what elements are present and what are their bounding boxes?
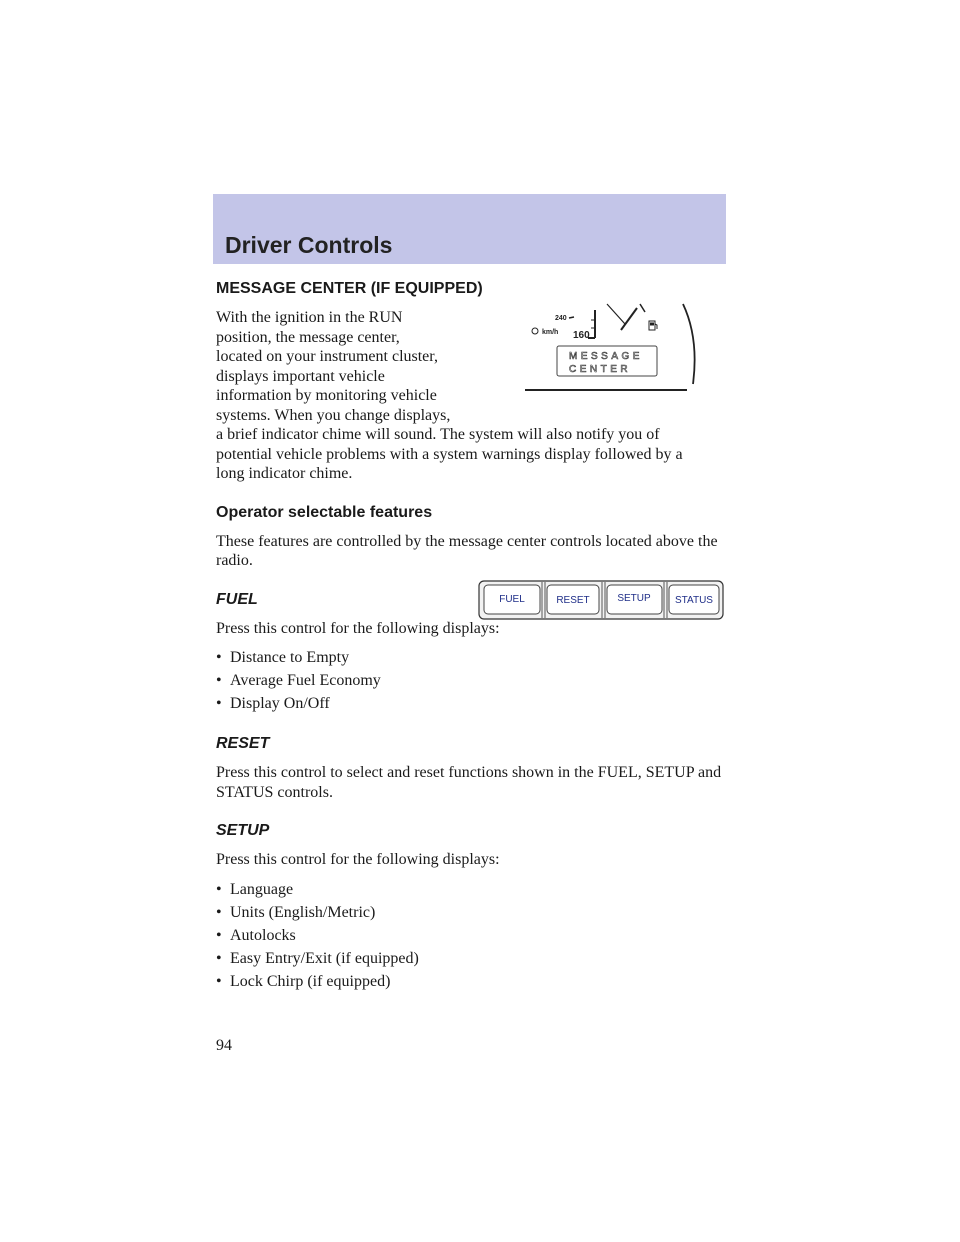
fuel-body: Press this control for the following displays: [216, 619, 500, 637]
section-title: MESSAGE CENTER (IF EQUIPPED) [216, 280, 483, 297]
list-item: • Language [216, 880, 294, 898]
instrument-cluster-illustration [521, 298, 707, 396]
intro-line: a brief indicator chime will sound. The system will also notify you of [216, 426, 660, 443]
page-number: 94 [216, 1037, 232, 1054]
operator-features-heading: Operator selectable features [216, 503, 433, 521]
svg-text:RESET: RESET [556, 595, 590, 606]
reset-body: Press this control to select and reset functions shown in the FUEL, SETUP and STATUS controls. [216, 764, 722, 801]
intro-line: systems. When you change displays, [216, 406, 451, 424]
list-item: • Autolocks [216, 926, 296, 944]
status-control-button [669, 585, 719, 614]
list-item: • Easy Entry/Exit (if equipped) [216, 949, 419, 967]
setup-display-list [216, 878, 726, 993]
intro-paragraph-full [216, 425, 726, 484]
page-content [216, 278, 726, 993]
fuel-heading: FUEL [216, 590, 258, 608]
speed-unit: km/h [542, 329, 559, 336]
chapter-title: Driver Controls [225, 232, 393, 258]
svg-text:STATUS: STATUS [675, 595, 713, 606]
intro-line: located on your instrument cluster, [216, 348, 438, 365]
fuel-display-list [216, 646, 726, 715]
intro-line: With the ignition in the RUN [216, 309, 403, 326]
intro-line: information by monitoring vehicle [216, 387, 437, 404]
intro-block [216, 308, 726, 484]
reset-heading: RESET [216, 735, 270, 752]
fuel-pump-icon [649, 321, 657, 330]
indicator-light-icon [532, 328, 538, 334]
display-text-line2: CENTER [569, 364, 632, 375]
fuel-control-button [484, 585, 540, 614]
gauge-needle [621, 308, 637, 330]
setup-control-button [607, 585, 662, 614]
setup-body: Press this control for the following displays: [216, 851, 500, 868]
list-item: • Lock Chirp (if equipped) [216, 972, 391, 990]
reset-control-button [547, 585, 599, 614]
operator-features-body: These features are controlled by the message center controls located above the radio. [216, 532, 718, 569]
list-item: • Distance to Empty [216, 649, 350, 666]
list-item: • Display On/Off [216, 695, 330, 712]
intro-line: potential vehicle problems with a system warnings display followed by a [216, 445, 683, 463]
svg-text:SETUP: SETUP [617, 593, 651, 604]
speed-label-mid: 160 [573, 330, 590, 341]
setup-heading: SETUP [216, 822, 270, 839]
intro-line: position, the message center, [216, 328, 400, 346]
intro-line: displays important vehicle [216, 367, 385, 385]
display-text-line1: MESSAGE [569, 351, 643, 362]
chapter-header [213, 194, 726, 264]
speed-label-top: 240 [555, 315, 567, 322]
list-item: • Units (English/Metric) [216, 903, 376, 921]
message-center-controls-illustration [478, 580, 724, 620]
intro-paragraph-narrow [216, 308, 466, 425]
svg-text:FUEL: FUEL [499, 594, 525, 605]
list-item: • Average Fuel Economy [216, 672, 381, 689]
intro-line: long indicator chime. [216, 465, 353, 482]
